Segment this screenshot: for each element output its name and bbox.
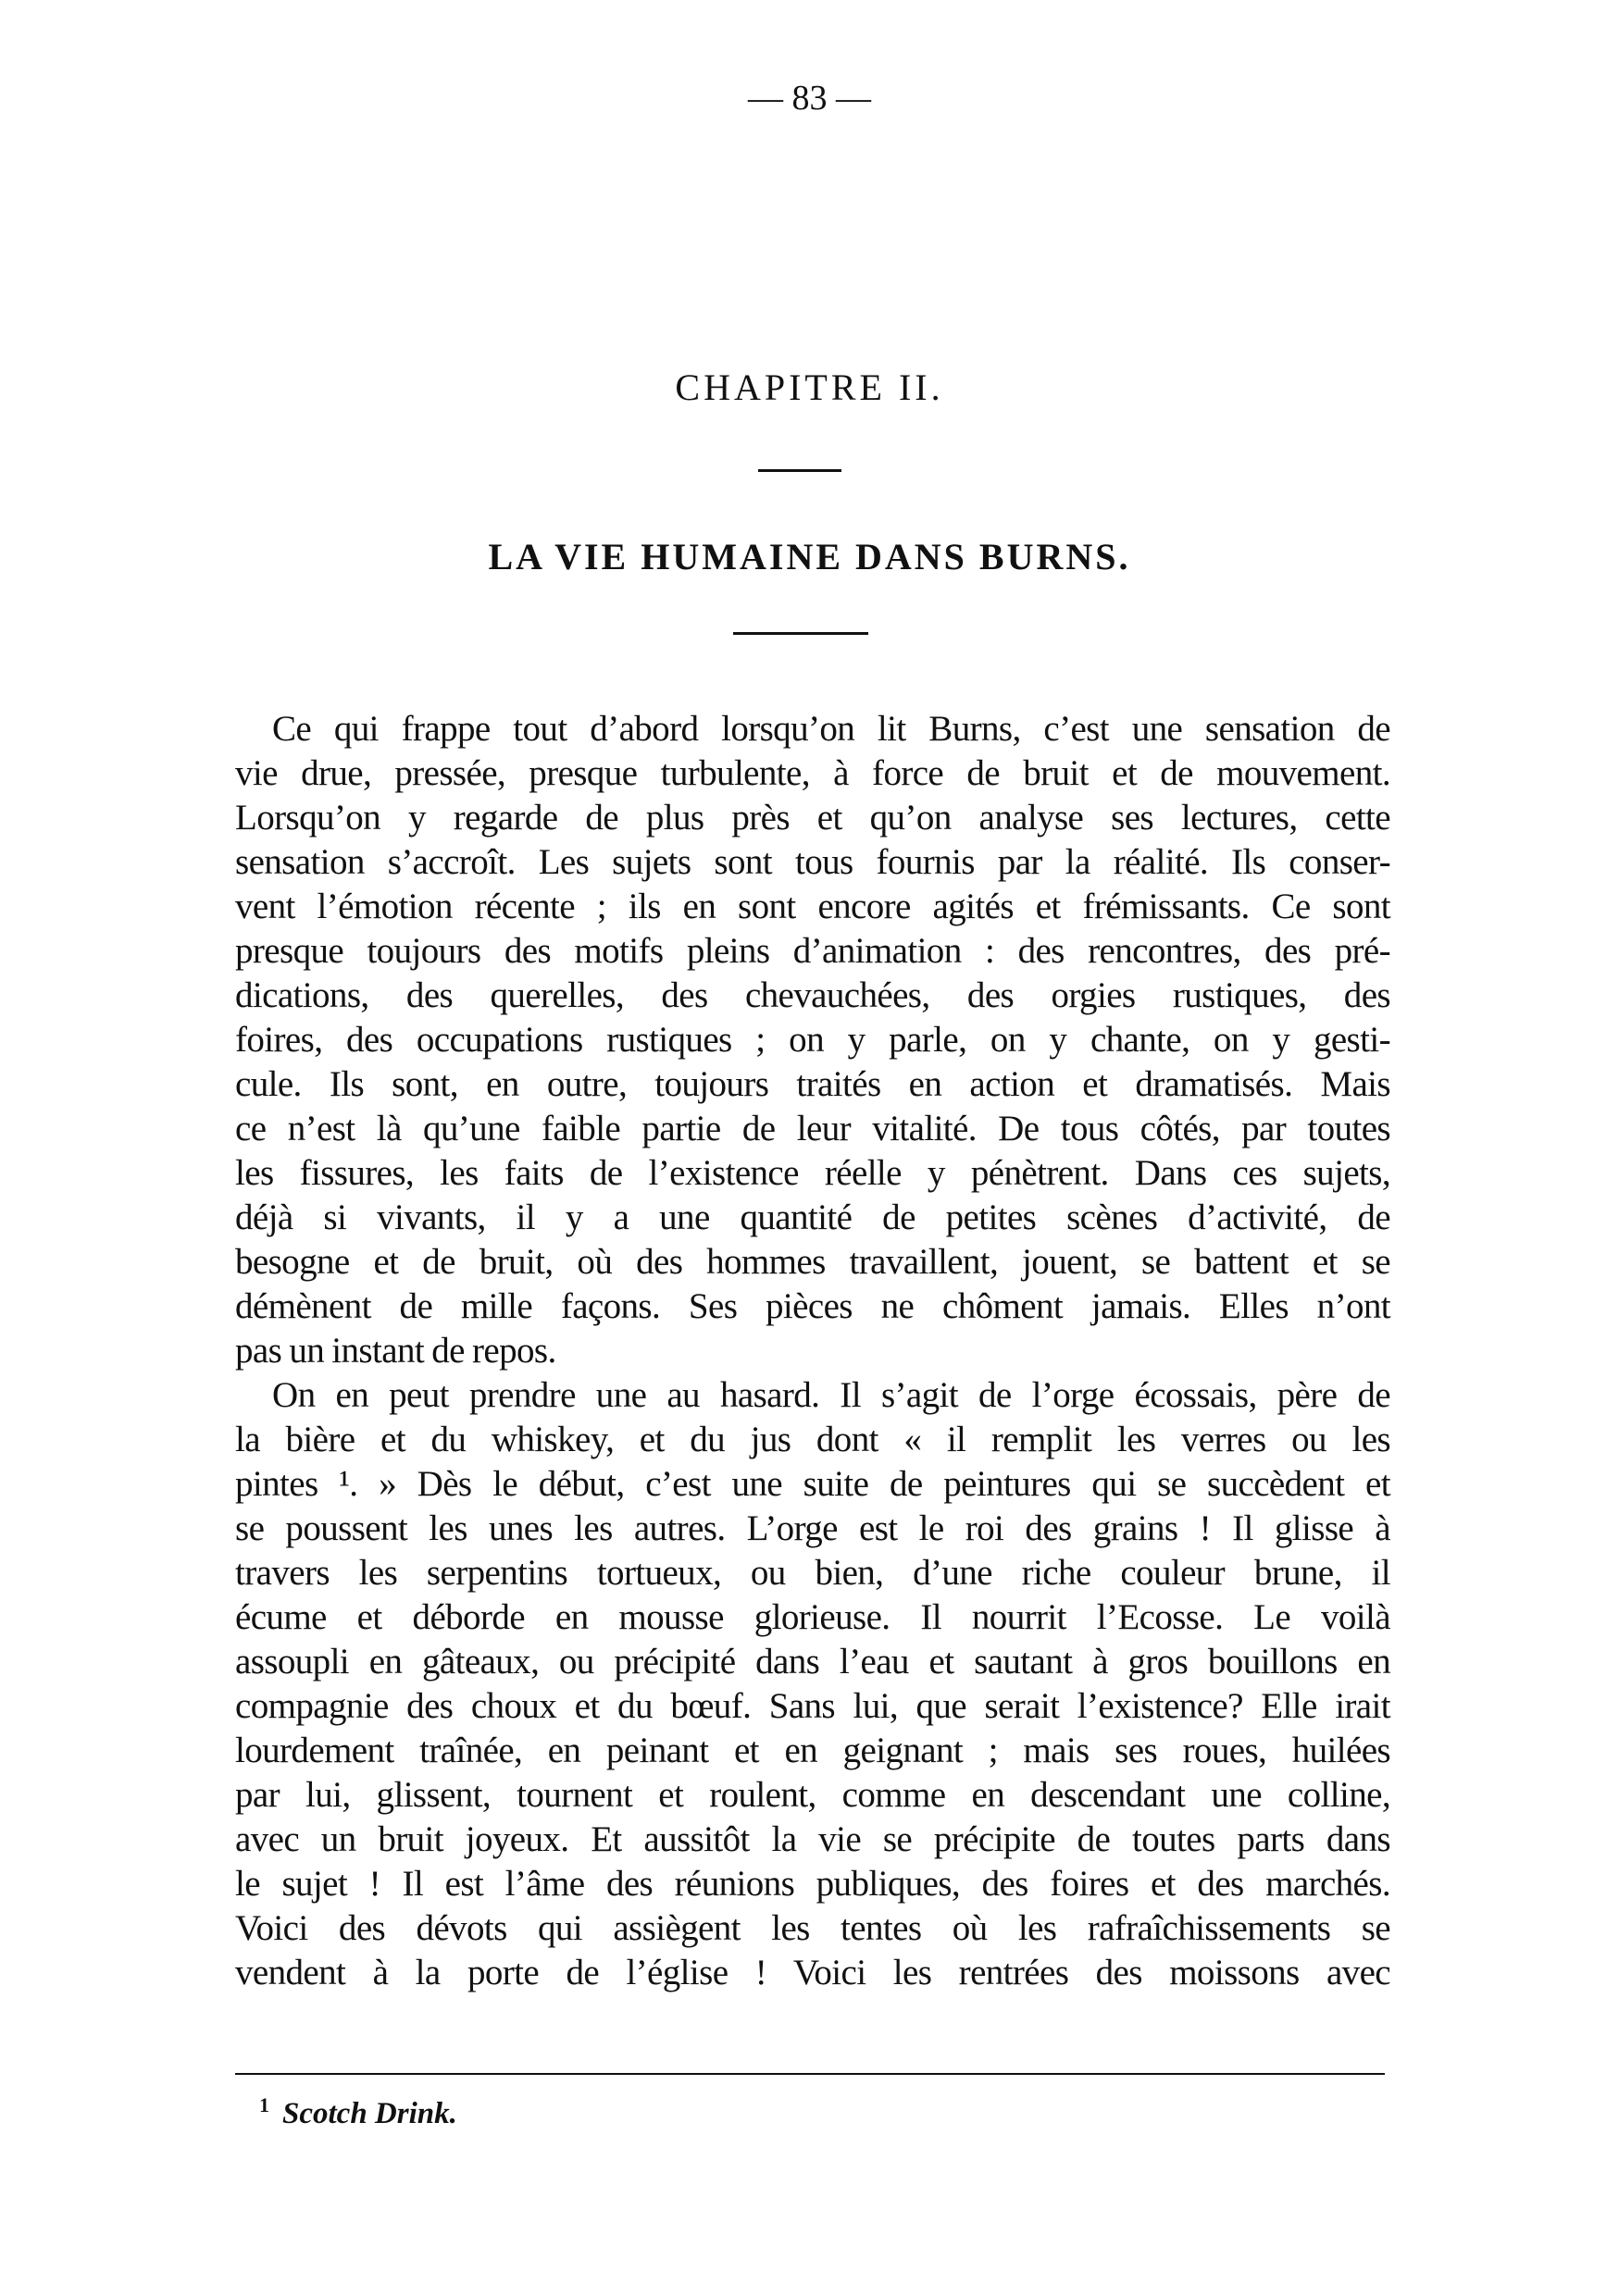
text-line: Lorsqu’on y regarde de plus près et qu’on analyse ses lectures, cette (235, 798, 1390, 838)
text-line: se poussent les unes les autres. L’orge est le roi des grains ! Il glisse à (235, 1508, 1390, 1548)
text-line: les fissures, les faits de l’existence réelle y pénètrent. Dans ces sujets, (235, 1153, 1390, 1193)
text-line: Ce qui frappe tout d’abord lorsqu’on lit Burns, c’est une sensation de (272, 709, 1390, 749)
text-line: besogne et de bruit, où des hommes travaillent, jouent, se battent et se (235, 1242, 1390, 1282)
footnote-mark: 1 (259, 2093, 269, 2116)
divider (733, 632, 868, 635)
text-line: travers les serpentins tortueux, ou bien, d’une riche couleur brune, il (235, 1553, 1390, 1593)
text-line: lourdement traînée, en peinant et en geignant ; mais ses roues, huilées (235, 1731, 1390, 1770)
text-line: Voici des dévots qui assiègent les tentes où les rafraîchissements se (235, 1908, 1390, 1948)
text-line: vent l’émotion récente ; ils en sont encore agités et frémissants. Ce sont (235, 887, 1390, 926)
chapter-heading: CHAPITRE II. (675, 366, 944, 408)
text-line: On en peut prendre une au hasard. Il s’agit de l’orge écossais, père de (272, 1375, 1390, 1415)
text-line: avec un bruit joyeux. Et aussitôt la vie se précipite de toutes parts dans (235, 1819, 1390, 1859)
text-line: démènent de mille façons. Ses pièces ne chôment jamais. Elles n’ont (235, 1286, 1390, 1326)
divider (758, 469, 841, 472)
text-line: vendent à la porte de l’église ! Voici les rentrées des moissons avec (235, 1953, 1390, 1992)
text-line: déjà si vivants, il y a une quantité de petites scènes d’activité, de (235, 1198, 1390, 1237)
text-line: dications, des querelles, des chevauchées, des orgies rustiques, des (235, 975, 1390, 1015)
body-text (235, 707, 1390, 1995)
text-line: écume et déborde en mousse glorieuse. Il nourrit l’Ecosse. Le voilà (235, 1597, 1390, 1637)
text-line: foires, des occupations rustiques ; on y parle, on y chante, on y gesti- (235, 1020, 1390, 1060)
text-line: ce n’est là qu’une faible partie de leur vitalité. De tous côtés, par toutes (235, 1109, 1390, 1148)
text-line: pintes ¹. » Dès le début, c’est une suite de peintures qui se succèdent et (235, 1464, 1390, 1504)
text-line: la bière et du whiskey, et du jus dont « il remplit les verres ou les (235, 1420, 1390, 1459)
footnote-divider (235, 2073, 1385, 2075)
text-line: vie drue, pressée, presque turbulente, à force de bruit et de mouvement. (235, 753, 1390, 793)
text-line: sensation s’accroît. Les sujets sont tous fournis par la réalité. Ils conser- (235, 842, 1390, 882)
footnote (259, 2093, 457, 2131)
text-line: par lui, glissent, tournent et roulent, comme en descendant une colline, (235, 1775, 1390, 1815)
text-line: assoupli en gâteaux, ou précipité dans l’eau et sautant à gros bouillons en (235, 1642, 1390, 1682)
text-line: cule. Ils sont, en outre, toujours traités en action et dramatisés. Mais (235, 1064, 1390, 1104)
page-number: — 83 — (748, 79, 871, 118)
chapter-title: LA VIE HUMAINE DANS BURNS. (488, 536, 1131, 577)
text-line: compagnie des choux et du bœuf. Sans lui, que serait l’existence? Elle irait (235, 1686, 1390, 1726)
text-line: le sujet ! Il est l’âme des réunions publiques, des foires et des marchés. (235, 1864, 1390, 1904)
footnote-text: Scotch Drink. (282, 2097, 457, 2130)
text-line: presque toujours des motifs pleins d’animation : des rencontres, des pré- (235, 931, 1390, 971)
text-line: pas un instant de repos. (235, 1331, 556, 1371)
